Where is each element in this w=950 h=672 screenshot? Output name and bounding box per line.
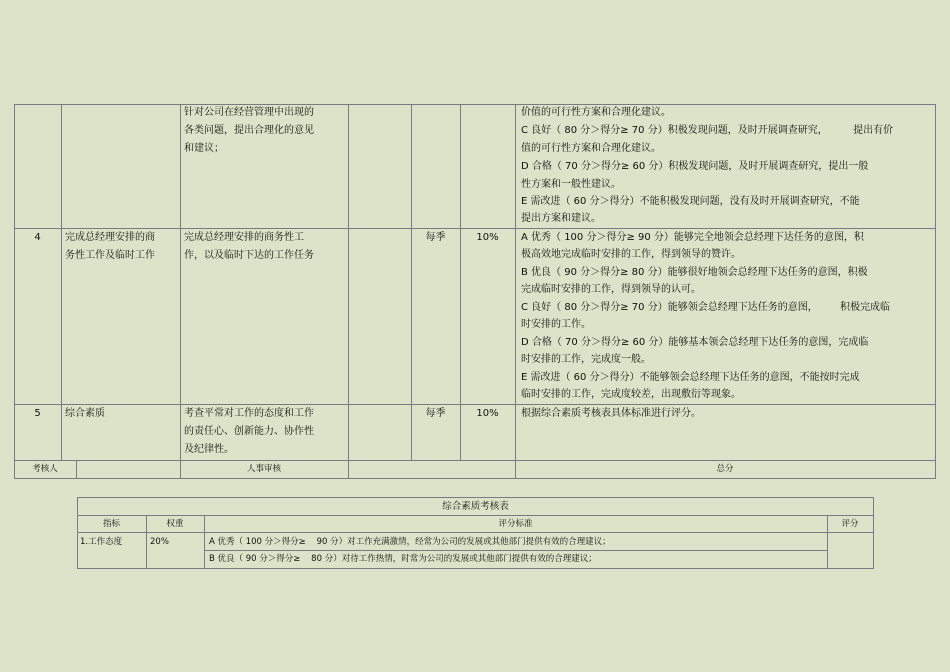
row-cont-criteria-line: D 合格（ 70 分＞得分≥ 60 分）积极发现问题，及时开展调查研究，提出一般	[521, 161, 869, 172]
total-score-label: 总分	[716, 464, 734, 474]
work-attitude-criteria-a: A 优秀（ 100 分＞得分≥ 90 分）对工作充满激情，经常为公司的发展或其他部门提供有效的合理建议；	[209, 537, 611, 547]
row-4-criteria-line: D 合格（ 70 分＞得分≥ 60 分）能够基本领会总经理下达任务的意图，完成临	[521, 337, 869, 348]
assessor-label: 考核人	[32, 464, 58, 474]
row-cont-criteria-line: 性方案和一般性建议。	[521, 179, 621, 190]
row-4-criteria-line: B 优良（ 90 分＞得分≥ 80 分）能够很好地领会总经理下达任务的意图，积极	[521, 267, 868, 278]
row-4-description-line: 作，以及临时下达的工作任务	[184, 250, 314, 261]
row-5-description-line: 的责任心、创新能力、协作性	[184, 426, 314, 437]
row-cont-criteria-line: 提出方案和建议。	[521, 213, 601, 224]
row-4-period: 每季	[425, 232, 446, 243]
row-4-criteria-line: 极高效地完成临时安排的工作，得到领导的赞许。	[521, 249, 741, 260]
header-score: 评分	[841, 519, 859, 529]
row-4-name-line: 务性工作及临时工作	[65, 250, 155, 261]
row-cont-criteria-line: C 良好（ 80 分＞得分≥ 70 分）积极发现问题，及时开展调查研究， 提出有价	[521, 125, 894, 136]
row-4-criteria-line: C 良好（ 80 分＞得分≥ 70 分）能够领会总经理下达任务的意图， 积极完成临	[521, 302, 890, 313]
row-4-description-line: 完成总经理安排的商务性工	[184, 232, 304, 243]
header-criteria: 评分标准	[498, 519, 533, 529]
row-5-period: 每季	[425, 408, 446, 419]
quality-table-title: 综合素质考核表	[442, 501, 509, 512]
row-5-description-line: 及纪律性。	[184, 444, 234, 455]
row-4-criteria-line: 时安排的工作。	[521, 319, 591, 330]
row-5-name: 综合素质	[65, 408, 105, 419]
row-cont-description-line: 和建议；	[184, 143, 224, 154]
work-attitude-criteria-b: B 优良（ 90 分＞得分≥ 80 分）对待工作热情，时常为公司的发展或其他部门提供有效的合理建议；	[209, 554, 597, 564]
row-4-criteria-line: E 需改进（ 60 分＞得分）不能够领会总经理下达任务的意图，不能按时完成	[521, 372, 860, 383]
row-cont-criteria-line: E 需改进（ 60 分＞得分）不能积极发现问题，没有及时开展调查研究，不能	[521, 196, 860, 207]
hr-review-label: 人事审核	[246, 464, 281, 474]
row-4-number: 4	[34, 232, 41, 243]
row-cont-criteria-line: 价值的可行性方案和合理化建议。	[521, 107, 671, 118]
row-5-criteria: 根据综合素质考核表具体标准进行评分。	[521, 408, 701, 419]
row-4-criteria-line: 时安排的工作，完成度一般。	[521, 354, 651, 365]
header-indicator: 指标	[102, 519, 120, 529]
row-5-weight: 10%	[476, 408, 499, 419]
row-cont-criteria-line: 值的可行性方案和合理化建议。	[521, 143, 661, 154]
row-4-name-line: 完成总经理安排的商	[65, 232, 155, 243]
row-cont-description-line: 针对公司在经营管理中出现的	[184, 107, 314, 118]
row-4-criteria-line: 完成临时安排的工作，得到领导的认可。	[521, 284, 701, 295]
row-5-description-line: 考查平常对工作的态度和工作	[184, 408, 314, 419]
row-5-number: 5	[34, 408, 41, 419]
row-cont-description-line: 各类问题，提出合理化的意见	[184, 125, 314, 136]
header-weight: 权重	[166, 519, 184, 529]
row-4-weight: 10%	[476, 232, 499, 243]
work-attitude-weight: 20%	[150, 537, 169, 547]
row-4-criteria-line: 临时安排的工作，完成度较差，出现敷衍等现象。	[521, 389, 741, 400]
row-4-criteria-line: A 优秀（ 100 分＞得分≥ 90 分）能够完全地领会总经理下达任务的意图，积	[521, 232, 864, 243]
work-attitude-indicator: 1.工作态度	[80, 537, 123, 547]
